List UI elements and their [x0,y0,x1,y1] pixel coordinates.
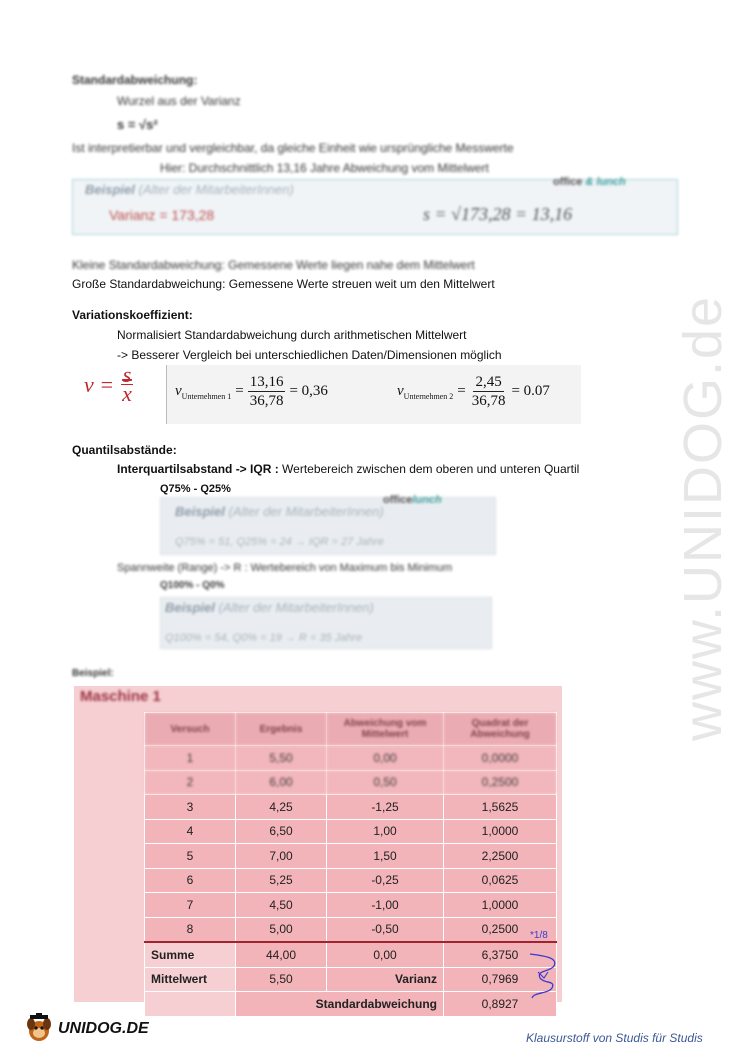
cell: 3 [145,795,236,820]
cell: 0,00 [327,746,444,771]
logo-wordmark: UNIDOG.DE [58,1020,149,1037]
small-sd-text: Kleine Standardabweichung: Gemessene Werte liegen nahe dem Mittelwert [72,258,475,272]
range-example-label: Beispiel (Alter der MitarbeiterInnen) [165,600,374,615]
table-row [145,746,557,771]
variation-line-2: -> Besserer Vergleich bei unterschiedlichen Daten/Dimensionen möglich [117,348,502,362]
cell: 4,50 [236,893,327,918]
sum-label: Summe [145,942,236,967]
office-lunch-logo-2: officelunch [383,494,442,506]
cell: 8 [145,917,236,942]
cell: 1 [145,746,236,771]
sd-label: Standardabweichung [236,992,444,1017]
cell: 0,50 [327,770,444,795]
sum-abweichung: 0,00 [327,942,444,967]
table-row [145,893,557,918]
sum-quadrat: 6,3750 [444,942,557,967]
cell: 1,0000 [444,893,557,918]
large-sd-text: Große Standardabweichung: Gemessene Werte streuen weit um den Mittelwert [72,277,495,291]
cell: 1,50 [327,844,444,869]
cell: 1,0000 [444,819,557,844]
empty-cell [145,992,236,1017]
sum-row [145,942,557,967]
iqr-line: Interquartilsabstand -> IQR : Wertebereich zwischen dem oberen und unteren Quartil [117,462,580,476]
range-quantiles: Q100% - Q0% [160,580,225,591]
table-title: Maschine 1 [80,688,161,705]
table-row [145,795,557,820]
example-heading: Beispiel: [72,668,114,679]
variance-label: Varianz [327,967,444,992]
table-row [145,917,557,942]
header-abweichung: Abweichung vom Mittelwert [327,713,444,746]
cell: 7 [145,893,236,918]
data-table [144,712,557,1017]
cell: 0,0000 [444,746,557,771]
cell: 0,2500 [444,770,557,795]
table-row [145,844,557,869]
mean-label: Mittelwert [145,967,236,992]
handwritten-bracket-icon [526,950,566,1002]
iqr-example-box [160,494,496,555]
header-quadrat: Quadrat der Abweichung [444,713,557,746]
sd-line-3: Hier: Durchschnittlich 13,16 Jahre Abweichung vom Mittelwert [160,161,489,175]
cell: 5,25 [236,868,327,893]
cell: 2 [145,770,236,795]
iqr-example-label: Beispiel (Alter der MitarbeiterInnen) [175,504,384,519]
sd-result-formula: s = √173,28 = 13,16 [423,204,573,224]
cell: -0,25 [327,868,444,893]
header-ergebnis: Ergebnis [236,713,327,746]
variation-heading: Variationskoeffizient: [72,308,193,322]
example-label: Beispiel (Alter der MitarbeiterInnen) [85,182,294,197]
variance-value: 0,7969 [444,967,557,992]
sd-row [145,992,557,1017]
range-example-box [160,597,492,649]
cell: 1,00 [327,819,444,844]
cell: 6 [145,868,236,893]
cell: -1,00 [327,893,444,918]
table-header-row [145,713,557,746]
dog-mascot-icon [24,1013,54,1045]
iqr-quantiles: Q75% - Q25% [160,483,231,495]
variance-value: Varianz = 173,28 [109,207,215,223]
cell: -0,50 [327,917,444,942]
cell: -1,25 [327,795,444,820]
table-row [145,868,557,893]
footer-tagline: Klausurstoff von Studis für Studis [526,1031,703,1045]
sd-heading: Standardabweichung: [72,73,198,87]
cell: 6,00 [236,770,327,795]
quantil-heading: Quantilsabstände: [72,443,177,457]
table-row [145,819,557,844]
footer-logo[interactable] [24,1012,149,1046]
sum-ergebnis: 44,00 [236,942,327,967]
cell: 1,5625 [444,795,557,820]
cell: 5,50 [236,746,327,771]
variation-line-1: Normalisiert Standardabweichung durch arithmetischen Mittelwert [117,328,467,342]
cell: 4 [145,819,236,844]
cell: 4,25 [236,795,327,820]
cv-company-1: v Unternehmen 1 = $\frac{13,16}{36,78}$ = 0,36 [175,374,328,409]
range-line: Spannweite (Range) -> R : Wertebereich von Maximum bis Minimum [117,562,453,574]
sd-value: 0,8927 [444,992,557,1017]
iqr-example-line: Q75% = 51, Q25% = 24 → IQR = 27 Jahre [175,536,384,548]
header-versuch: Versuch [145,713,236,746]
range-example-line: Q100% = 54, Q0% = 19 → R = 35 Jahre [165,632,363,644]
cv-formula: v = $\frac{s}{x}$ [84,362,132,406]
cv-company-2: v Unternehmen 2 = $\frac{2,45}{36,78}$ = 0.07 [397,374,550,409]
sd-formula: s = √s² [117,117,158,132]
handwritten-note: *1/8 [530,930,548,941]
sd-line-2: Ist interpretierbar und vergleichbar, da gleiche Einheit wie ursprüngliche Messwerte [72,141,514,155]
mean-row [145,967,557,992]
cell: 0,0625 [444,868,557,893]
cell: 0,2500 [444,917,557,942]
cell: 6,50 [236,819,327,844]
mean-value: 5,50 [236,967,327,992]
office-lunch-logo: office & lunch [553,176,626,188]
cell: 2,2500 [444,844,557,869]
sd-line-1: Wurzel aus der Varianz [117,94,241,108]
example-box-variance [72,176,678,235]
cell: 7,00 [236,844,327,869]
watermark: www.UNIDOG.de [673,294,733,741]
cell: 5,00 [236,917,327,942]
cv-example-box [166,365,581,424]
table-row [145,770,557,795]
maschine-table [74,686,562,1011]
cell: 5 [145,844,236,869]
